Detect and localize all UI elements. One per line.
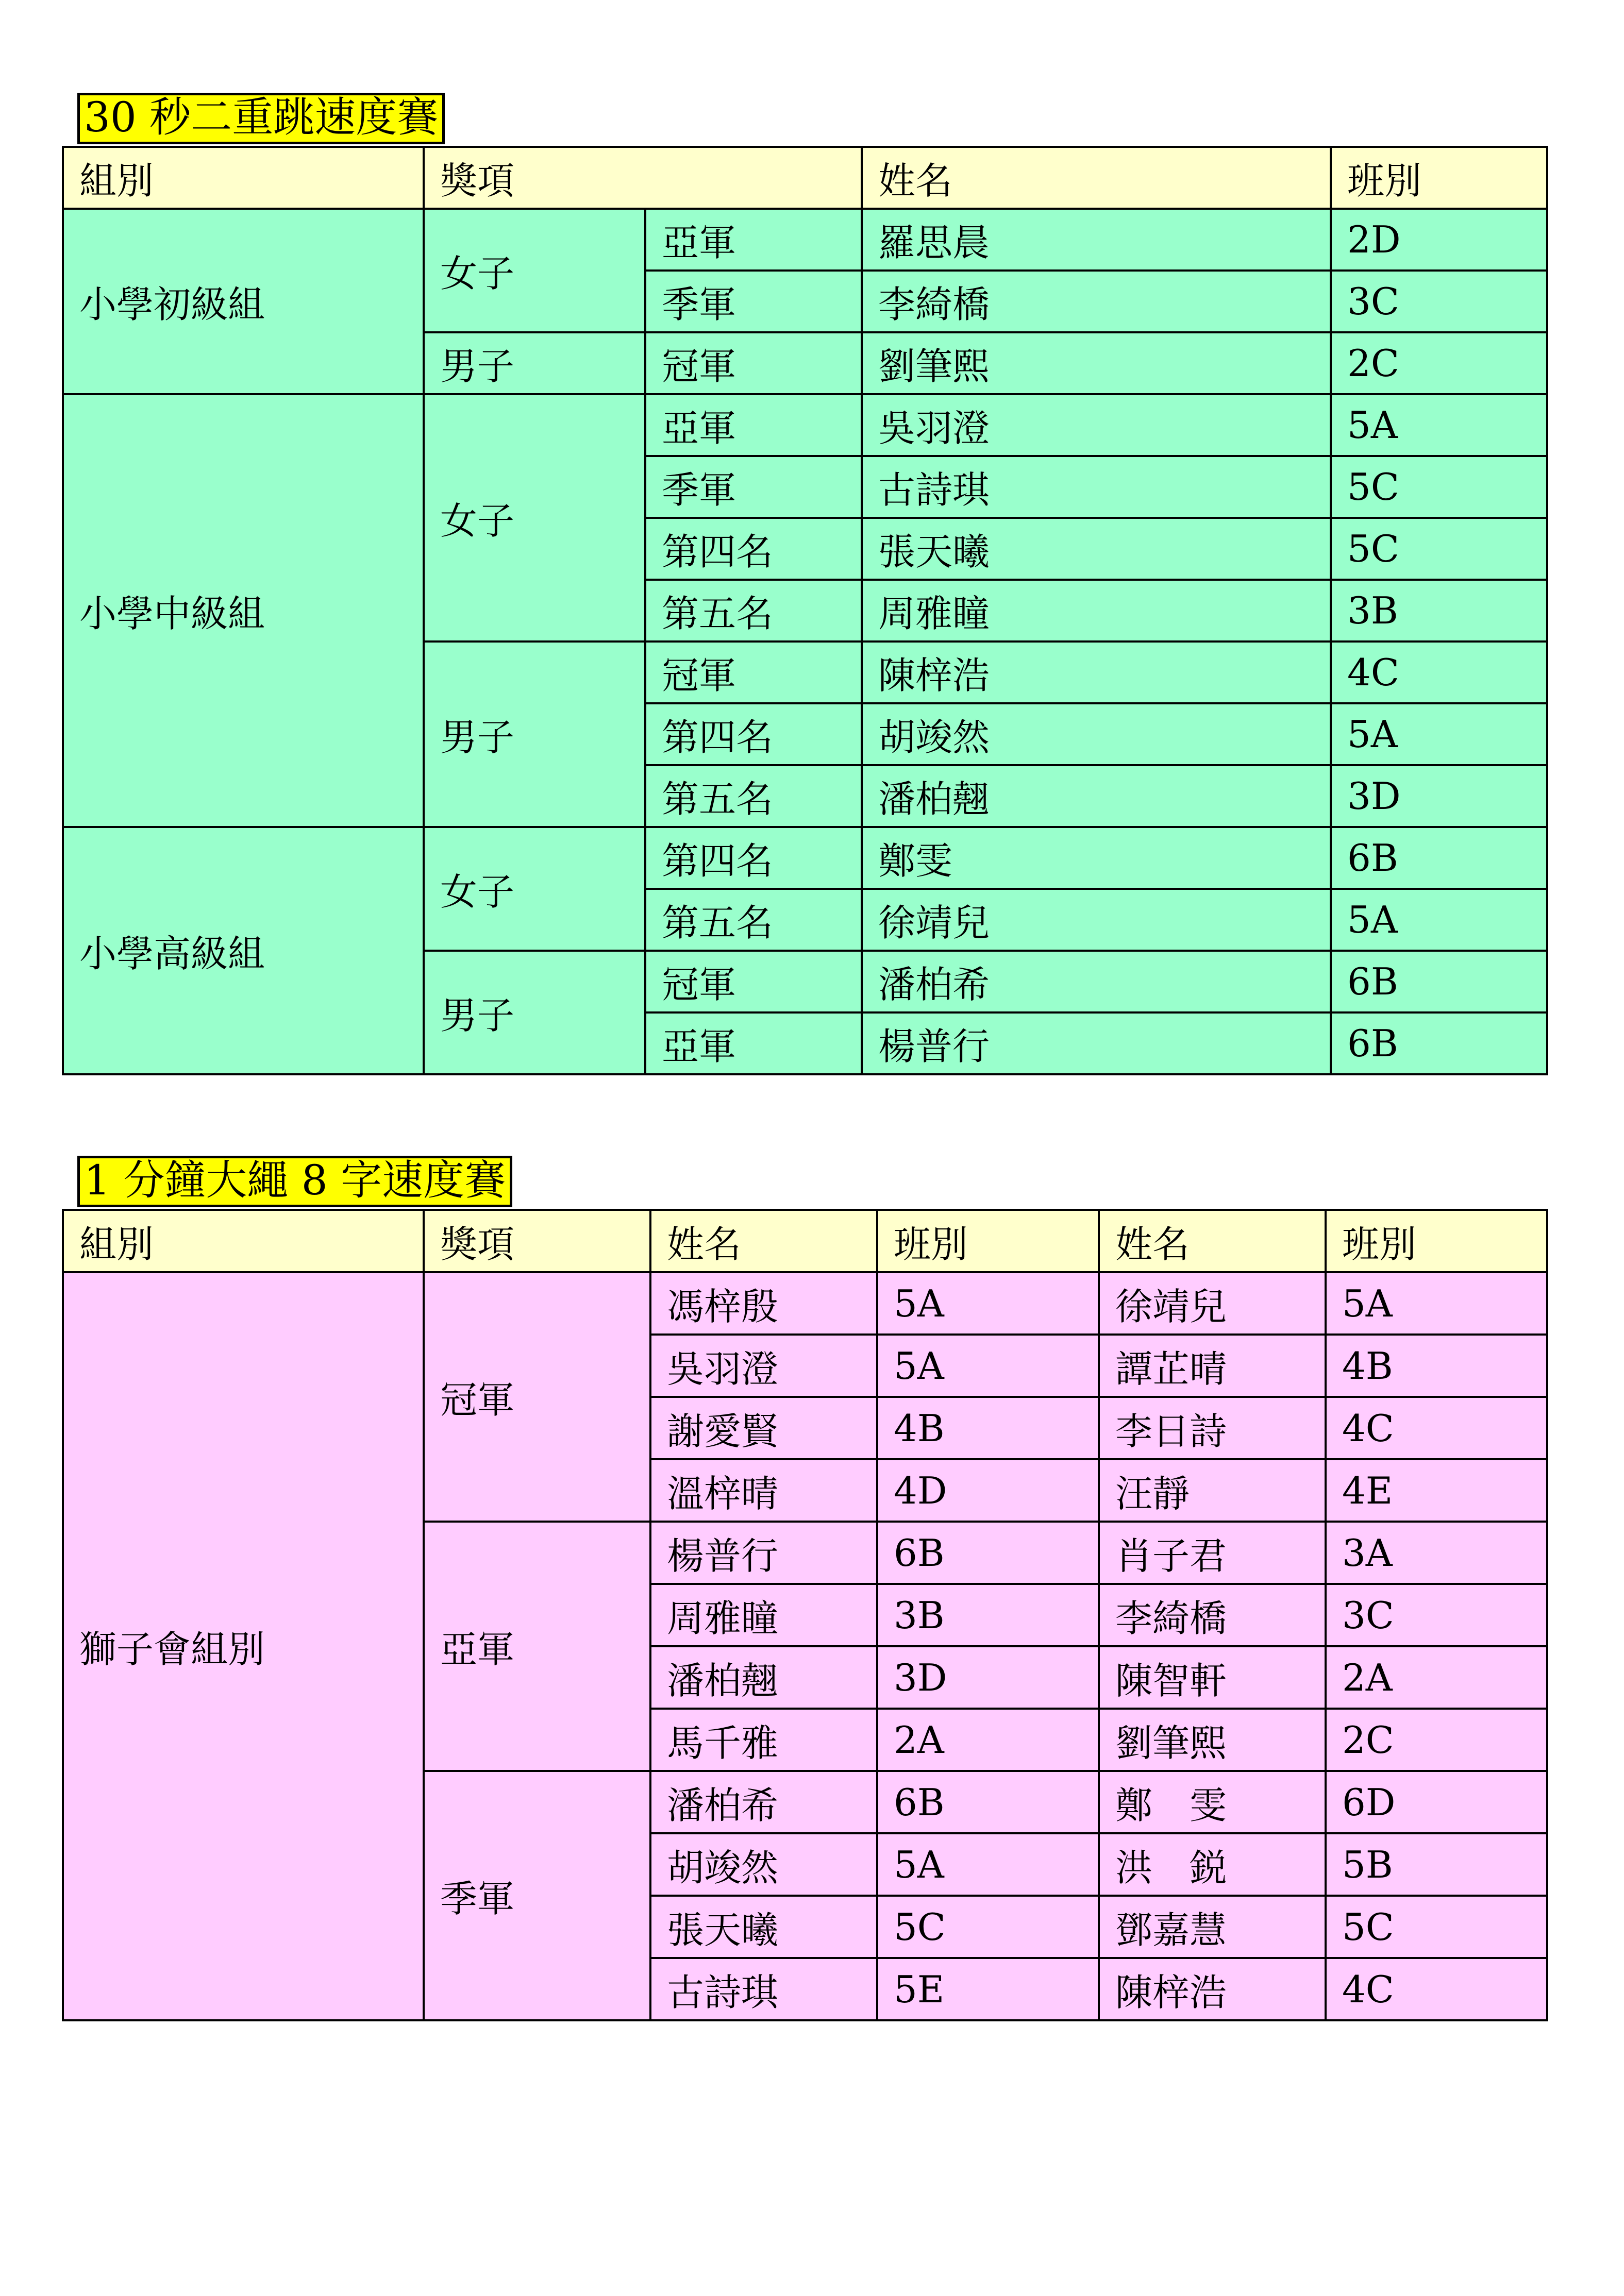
- name-cell: 徐靖兒: [862, 889, 1331, 951]
- name-cell: 周雅瞳: [862, 580, 1331, 641]
- name-cell: 鄭雯: [862, 827, 1331, 889]
- class-cell: 4B: [877, 1397, 1099, 1459]
- class-cell: 5C: [877, 1896, 1099, 1958]
- award-cell: 季軍: [645, 456, 862, 518]
- award-cell: 第五名: [645, 889, 862, 951]
- group-cell: 小學高級組: [63, 827, 424, 1074]
- award-cell: 冠軍: [424, 1272, 650, 1522]
- section1-title: 30 秒二重跳速度賽: [77, 93, 445, 144]
- class-cell: 3B: [877, 1584, 1099, 1646]
- column-header: 組別: [63, 147, 424, 209]
- name-cell: 潘柏希: [862, 951, 1331, 1012]
- group-cell: 小學中級組: [63, 394, 424, 827]
- award-cell: 季軍: [424, 1771, 650, 2020]
- name-cell: 張天曦: [650, 1896, 877, 1958]
- name-cell: 古詩琪: [650, 1958, 877, 2020]
- award-cell: 亞軍: [424, 1522, 650, 1771]
- class-cell: 5A: [877, 1833, 1099, 1896]
- class-cell: 5A: [877, 1272, 1099, 1335]
- table-row: [63, 209, 1547, 271]
- award-cell: 冠軍: [645, 951, 862, 1012]
- class-cell: 2D: [1331, 209, 1547, 271]
- class-cell: 5C: [1331, 456, 1547, 518]
- class-cell: 3D: [877, 1646, 1099, 1709]
- class-cell: 6B: [1331, 1012, 1547, 1074]
- class-cell: 4E: [1326, 1459, 1547, 1522]
- name-cell: 馬千雅: [650, 1709, 877, 1771]
- class-cell: 3D: [1331, 765, 1547, 827]
- column-header: 獎項: [424, 1210, 650, 1272]
- name-cell: 劉筆熙: [862, 332, 1331, 394]
- award-cell: 亞軍: [645, 394, 862, 456]
- class-cell: 4C: [1331, 641, 1547, 703]
- table-row: [63, 827, 1547, 889]
- name-cell: 鄧嘉慧: [1099, 1896, 1326, 1958]
- name-cell: 溫梓晴: [650, 1459, 877, 1522]
- class-cell: 5E: [877, 1958, 1099, 2020]
- table-row: [63, 1272, 1547, 1335]
- name-cell: 楊普行: [650, 1522, 877, 1584]
- class-cell: 6B: [877, 1771, 1099, 1833]
- table-header-row: [63, 1210, 1547, 1272]
- column-header: 班別: [877, 1210, 1099, 1272]
- name-cell: 張天曦: [862, 518, 1331, 580]
- name-cell: 汪靜: [1099, 1459, 1326, 1522]
- name-cell: 楊普行: [862, 1012, 1331, 1074]
- speed-jump-results-table: [62, 146, 1548, 1075]
- column-header: 姓名: [1099, 1210, 1326, 1272]
- name-cell: 吳羽澄: [862, 394, 1331, 456]
- class-cell: 6D: [1326, 1771, 1547, 1833]
- column-header: 獎項: [424, 147, 862, 209]
- table-row: [63, 394, 1547, 456]
- award-cell: 亞軍: [645, 1012, 862, 1074]
- class-cell: 4D: [877, 1459, 1099, 1522]
- name-cell: 潘柏翹: [650, 1646, 877, 1709]
- name-cell: 古詩琪: [862, 456, 1331, 518]
- class-cell: 5B: [1326, 1833, 1547, 1896]
- class-cell: 5A: [1331, 394, 1547, 456]
- gender-cell: 男子: [424, 641, 645, 827]
- gender-cell: 男子: [424, 951, 645, 1074]
- class-cell: 5A: [1326, 1272, 1547, 1335]
- class-cell: 2C: [1326, 1709, 1547, 1771]
- award-cell: 第四名: [645, 827, 862, 889]
- class-cell: 3C: [1331, 271, 1547, 332]
- class-cell: 5A: [1331, 703, 1547, 765]
- name-cell: 李綺橋: [1099, 1584, 1326, 1646]
- name-cell: 胡竣然: [650, 1833, 877, 1896]
- class-cell: 4C: [1326, 1958, 1547, 2020]
- column-header: 班別: [1326, 1210, 1547, 1272]
- name-cell: 肖子君: [1099, 1522, 1326, 1584]
- name-cell: 吳羽澄: [650, 1335, 877, 1397]
- name-cell: 李綺橋: [862, 271, 1331, 332]
- class-cell: 6B: [1331, 827, 1547, 889]
- name-cell: 陳梓浩: [1099, 1958, 1326, 2020]
- column-header: 班別: [1331, 147, 1547, 209]
- name-cell: 譚芷晴: [1099, 1335, 1326, 1397]
- gender-cell: 女子: [424, 209, 645, 332]
- name-cell: 鄭 雯: [1099, 1771, 1326, 1833]
- class-cell: 5C: [1331, 518, 1547, 580]
- class-cell: 3B: [1331, 580, 1547, 641]
- name-cell: 陳梓浩: [862, 641, 1331, 703]
- gender-cell: 男子: [424, 332, 645, 394]
- gender-cell: 女子: [424, 394, 645, 641]
- column-header: 組別: [63, 1210, 424, 1272]
- name-cell: 周雅瞳: [650, 1584, 877, 1646]
- class-cell: 6B: [877, 1522, 1099, 1584]
- class-cell: 2A: [877, 1709, 1099, 1771]
- class-cell: 5C: [1326, 1896, 1547, 1958]
- class-cell: 2A: [1326, 1646, 1547, 1709]
- name-cell: 謝愛賢: [650, 1397, 877, 1459]
- gender-cell: 女子: [424, 827, 645, 951]
- name-cell: 胡竣然: [862, 703, 1331, 765]
- award-cell: 冠軍: [645, 332, 862, 394]
- award-cell: 第五名: [645, 580, 862, 641]
- award-cell: 亞軍: [645, 209, 862, 271]
- name-cell: 潘柏翹: [862, 765, 1331, 827]
- class-cell: 2C: [1331, 332, 1547, 394]
- column-header: 姓名: [862, 147, 1331, 209]
- group-cell: 小學初級組: [63, 209, 424, 394]
- name-cell: 馮梓殷: [650, 1272, 877, 1335]
- section2-title: 1 分鐘大繩 8 字速度賽: [77, 1156, 512, 1207]
- group-cell: 獅子會組別: [63, 1272, 424, 2020]
- name-cell: 陳智軒: [1099, 1646, 1326, 1709]
- name-cell: 洪 鋭: [1099, 1833, 1326, 1896]
- table-header-row: [63, 147, 1547, 209]
- column-header: 姓名: [650, 1210, 877, 1272]
- class-cell: 5A: [877, 1335, 1099, 1397]
- award-cell: 季軍: [645, 271, 862, 332]
- award-cell: 冠軍: [645, 641, 862, 703]
- name-cell: 徐靖兒: [1099, 1272, 1326, 1335]
- class-cell: 3A: [1326, 1522, 1547, 1584]
- class-cell: 6B: [1331, 951, 1547, 1012]
- award-cell: 第四名: [645, 703, 862, 765]
- long-rope-results-table: [62, 1209, 1548, 2021]
- name-cell: 羅思晨: [862, 209, 1331, 271]
- class-cell: 4C: [1326, 1397, 1547, 1459]
- name-cell: 李日詩: [1099, 1397, 1326, 1459]
- award-cell: 第五名: [645, 765, 862, 827]
- class-cell: 4B: [1326, 1335, 1547, 1397]
- name-cell: 潘柏希: [650, 1771, 877, 1833]
- award-cell: 第四名: [645, 518, 862, 580]
- name-cell: 劉筆熙: [1099, 1709, 1326, 1771]
- class-cell: 3C: [1326, 1584, 1547, 1646]
- class-cell: 5A: [1331, 889, 1547, 951]
